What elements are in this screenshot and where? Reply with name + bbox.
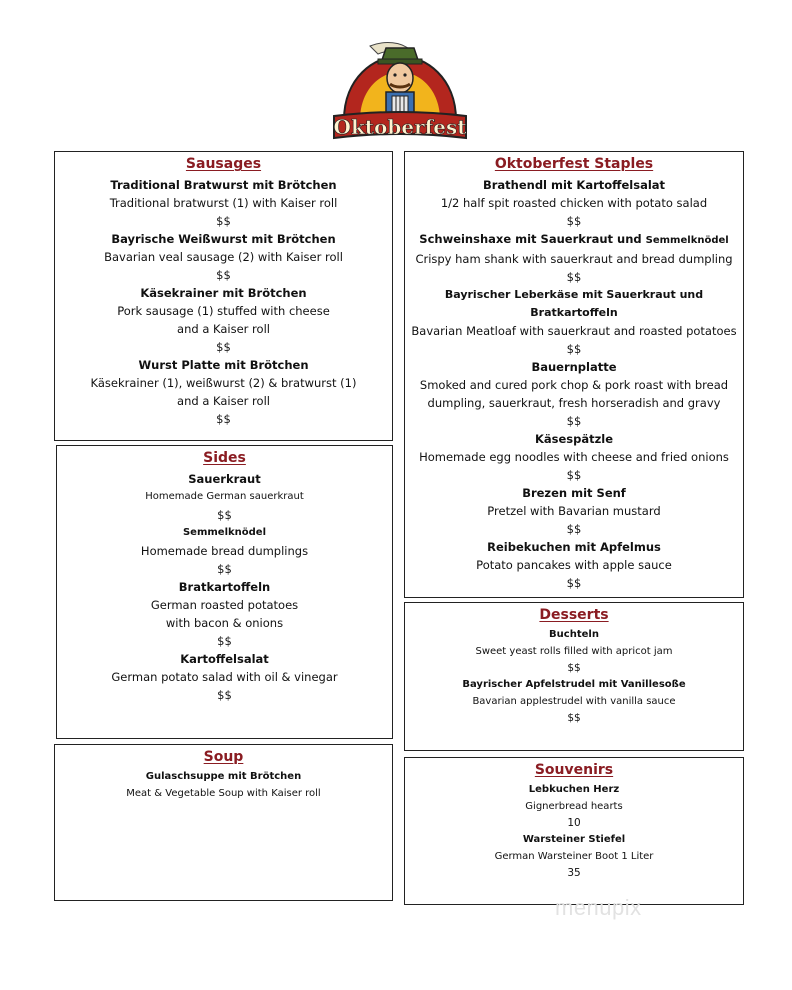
item-price: $$ bbox=[566, 468, 582, 482]
item-description: Homemade bread dumplings bbox=[140, 544, 309, 558]
item-description: Meat & Vegetable Soup with Kaiser roll bbox=[126, 788, 321, 799]
item-name: Bratkartoffeln bbox=[178, 580, 271, 594]
item-name: Reibekuchen mit Apfelmus bbox=[487, 540, 661, 554]
item-name: Käsespätzle bbox=[534, 432, 614, 446]
item-name: Bayrischer Apfelstrudel mit Vanillesoße bbox=[462, 679, 686, 690]
item-price: $$ bbox=[567, 662, 581, 674]
menu-item bbox=[405, 230, 743, 286]
item-price: $$ bbox=[566, 270, 582, 284]
soup-section bbox=[54, 744, 393, 901]
item-description: Bavarian applestrudel with vanilla sauce bbox=[472, 696, 676, 707]
item-name: Brezen mit Senf bbox=[522, 486, 626, 500]
menu-item bbox=[57, 650, 392, 704]
item-description: German roasted potatoes with bacon & onions bbox=[150, 598, 299, 630]
item-description: Homemade German sauerkraut bbox=[145, 491, 304, 502]
item-description: German potato salad with oil & vinegar bbox=[111, 670, 338, 684]
item-price: $$ bbox=[216, 268, 231, 282]
item-name: Käsekrainer mit Brötchen bbox=[140, 286, 307, 300]
item-price: $$ bbox=[216, 412, 231, 426]
item-price: $$ bbox=[566, 414, 582, 428]
menu-item bbox=[57, 578, 392, 650]
item-name bbox=[405, 230, 743, 250]
item-price: $$ bbox=[566, 342, 582, 356]
item-name: Lebkuchen Herz bbox=[528, 784, 620, 795]
menu-item bbox=[405, 358, 743, 430]
menu-item bbox=[405, 538, 743, 592]
item-price: $$ bbox=[566, 576, 582, 590]
menu-item bbox=[405, 677, 743, 727]
section-title-desserts: Desserts bbox=[539, 607, 609, 623]
item-name: Bayrische Weißwurst mit Brötchen bbox=[111, 232, 336, 246]
item-description: Traditional bratwurst (1) with Kaiser roll bbox=[109, 196, 338, 210]
item-price: $$ bbox=[217, 688, 232, 702]
item-name: Buchteln bbox=[549, 629, 599, 640]
item-name: Warsteiner Stiefel bbox=[522, 834, 626, 845]
menu-item bbox=[55, 230, 392, 284]
item-description: Bavarian Meatloaf with sauerkraut and roasted potatoes bbox=[411, 324, 737, 338]
section-title-souvenirs: Souvenirs bbox=[534, 762, 614, 778]
item-description: Sweet yeast rolls filled with apricot jam bbox=[475, 646, 673, 657]
item-name: Gulaschsuppe mit Brötchen bbox=[145, 771, 302, 782]
item-description: Smoked and cured pork chop & pork roast with bread dumpling, sauerkraut, fresh horseradish and gravy bbox=[419, 378, 729, 410]
item-name: Bauernplatte bbox=[531, 360, 617, 374]
item-name: Bayrischer Leberkäse mit Sauerkraut und Bratkartoffeln bbox=[444, 288, 704, 319]
item-price: 35 bbox=[567, 867, 581, 879]
menu-item bbox=[405, 484, 743, 538]
item-price: 10 bbox=[567, 817, 581, 829]
section-title-sides: Sides bbox=[203, 450, 246, 466]
item-name: Sauerkraut bbox=[188, 472, 261, 486]
menu-item bbox=[55, 176, 392, 230]
item-name: Wurst Platte mit Brötchen bbox=[138, 358, 309, 372]
item-description: German Warsteiner Boot 1 Liter bbox=[494, 851, 654, 862]
watermark: menupix bbox=[555, 895, 642, 920]
menu-item bbox=[405, 782, 743, 832]
item-description: Pretzel with Bavarian mustard bbox=[487, 504, 661, 518]
section-title-staples: Oktoberfest Staples bbox=[494, 156, 654, 172]
item-price: $$ bbox=[566, 522, 582, 536]
item-price: $$ bbox=[217, 562, 232, 576]
desserts-section bbox=[404, 602, 744, 751]
menu-item bbox=[405, 286, 743, 358]
item-price: $$ bbox=[567, 712, 581, 724]
oktoberfest-logo bbox=[330, 38, 470, 146]
item-description: Pork sausage (1) stuffed with cheese and a Kaiser roll bbox=[117, 304, 330, 336]
item-name-part: Semmelknödel bbox=[645, 235, 729, 246]
item-price: $$ bbox=[217, 634, 232, 648]
item-name: Kartoffelsalat bbox=[180, 652, 269, 666]
item-description: Potato pancakes with apple sauce bbox=[476, 558, 672, 572]
menu-item bbox=[57, 524, 392, 578]
item-price: $$ bbox=[216, 214, 231, 228]
menu-item bbox=[405, 832, 743, 882]
item-description: Gignerbread hearts bbox=[525, 801, 623, 812]
menu-item bbox=[405, 176, 743, 230]
item-price: $$ bbox=[216, 340, 231, 354]
menu-item bbox=[55, 356, 392, 428]
souvenirs-section bbox=[404, 757, 744, 905]
item-name: Traditional Bratwurst mit Brötchen bbox=[110, 178, 337, 192]
item-description: Bavarian veal sausage (2) with Kaiser roll bbox=[104, 250, 343, 264]
menu-item bbox=[57, 470, 392, 524]
section-title-soup: Soup bbox=[203, 749, 244, 765]
item-price: $$ bbox=[566, 214, 582, 228]
item-name-part: Schweinshaxe mit Sauerkraut und bbox=[419, 232, 642, 246]
menu-item bbox=[405, 627, 743, 677]
item-description: Homemade egg noodles with cheese and fried onions bbox=[419, 450, 729, 464]
logo-text: Oktoberfest bbox=[333, 115, 467, 139]
menu-item bbox=[405, 430, 743, 484]
menu-item bbox=[55, 769, 392, 802]
menu-item bbox=[55, 284, 392, 356]
sides-section bbox=[56, 445, 393, 739]
sausages-section bbox=[54, 151, 393, 441]
item-name: Brathendl mit Kartoffelsalat bbox=[482, 178, 666, 192]
item-price: $$ bbox=[217, 508, 232, 522]
item-description: 1/2 half spit roasted chicken with potato salad bbox=[440, 196, 708, 210]
item-description: Käsekrainer (1), weißwurst (2) & bratwurst (1) and a Kaiser roll bbox=[90, 376, 357, 408]
staples-section bbox=[404, 151, 744, 598]
section-title-sausages: Sausages bbox=[185, 156, 262, 172]
item-name: Semmelknödel bbox=[182, 527, 267, 538]
item-description: Crispy ham shank with sauerkraut and bread dumpling bbox=[415, 252, 733, 266]
